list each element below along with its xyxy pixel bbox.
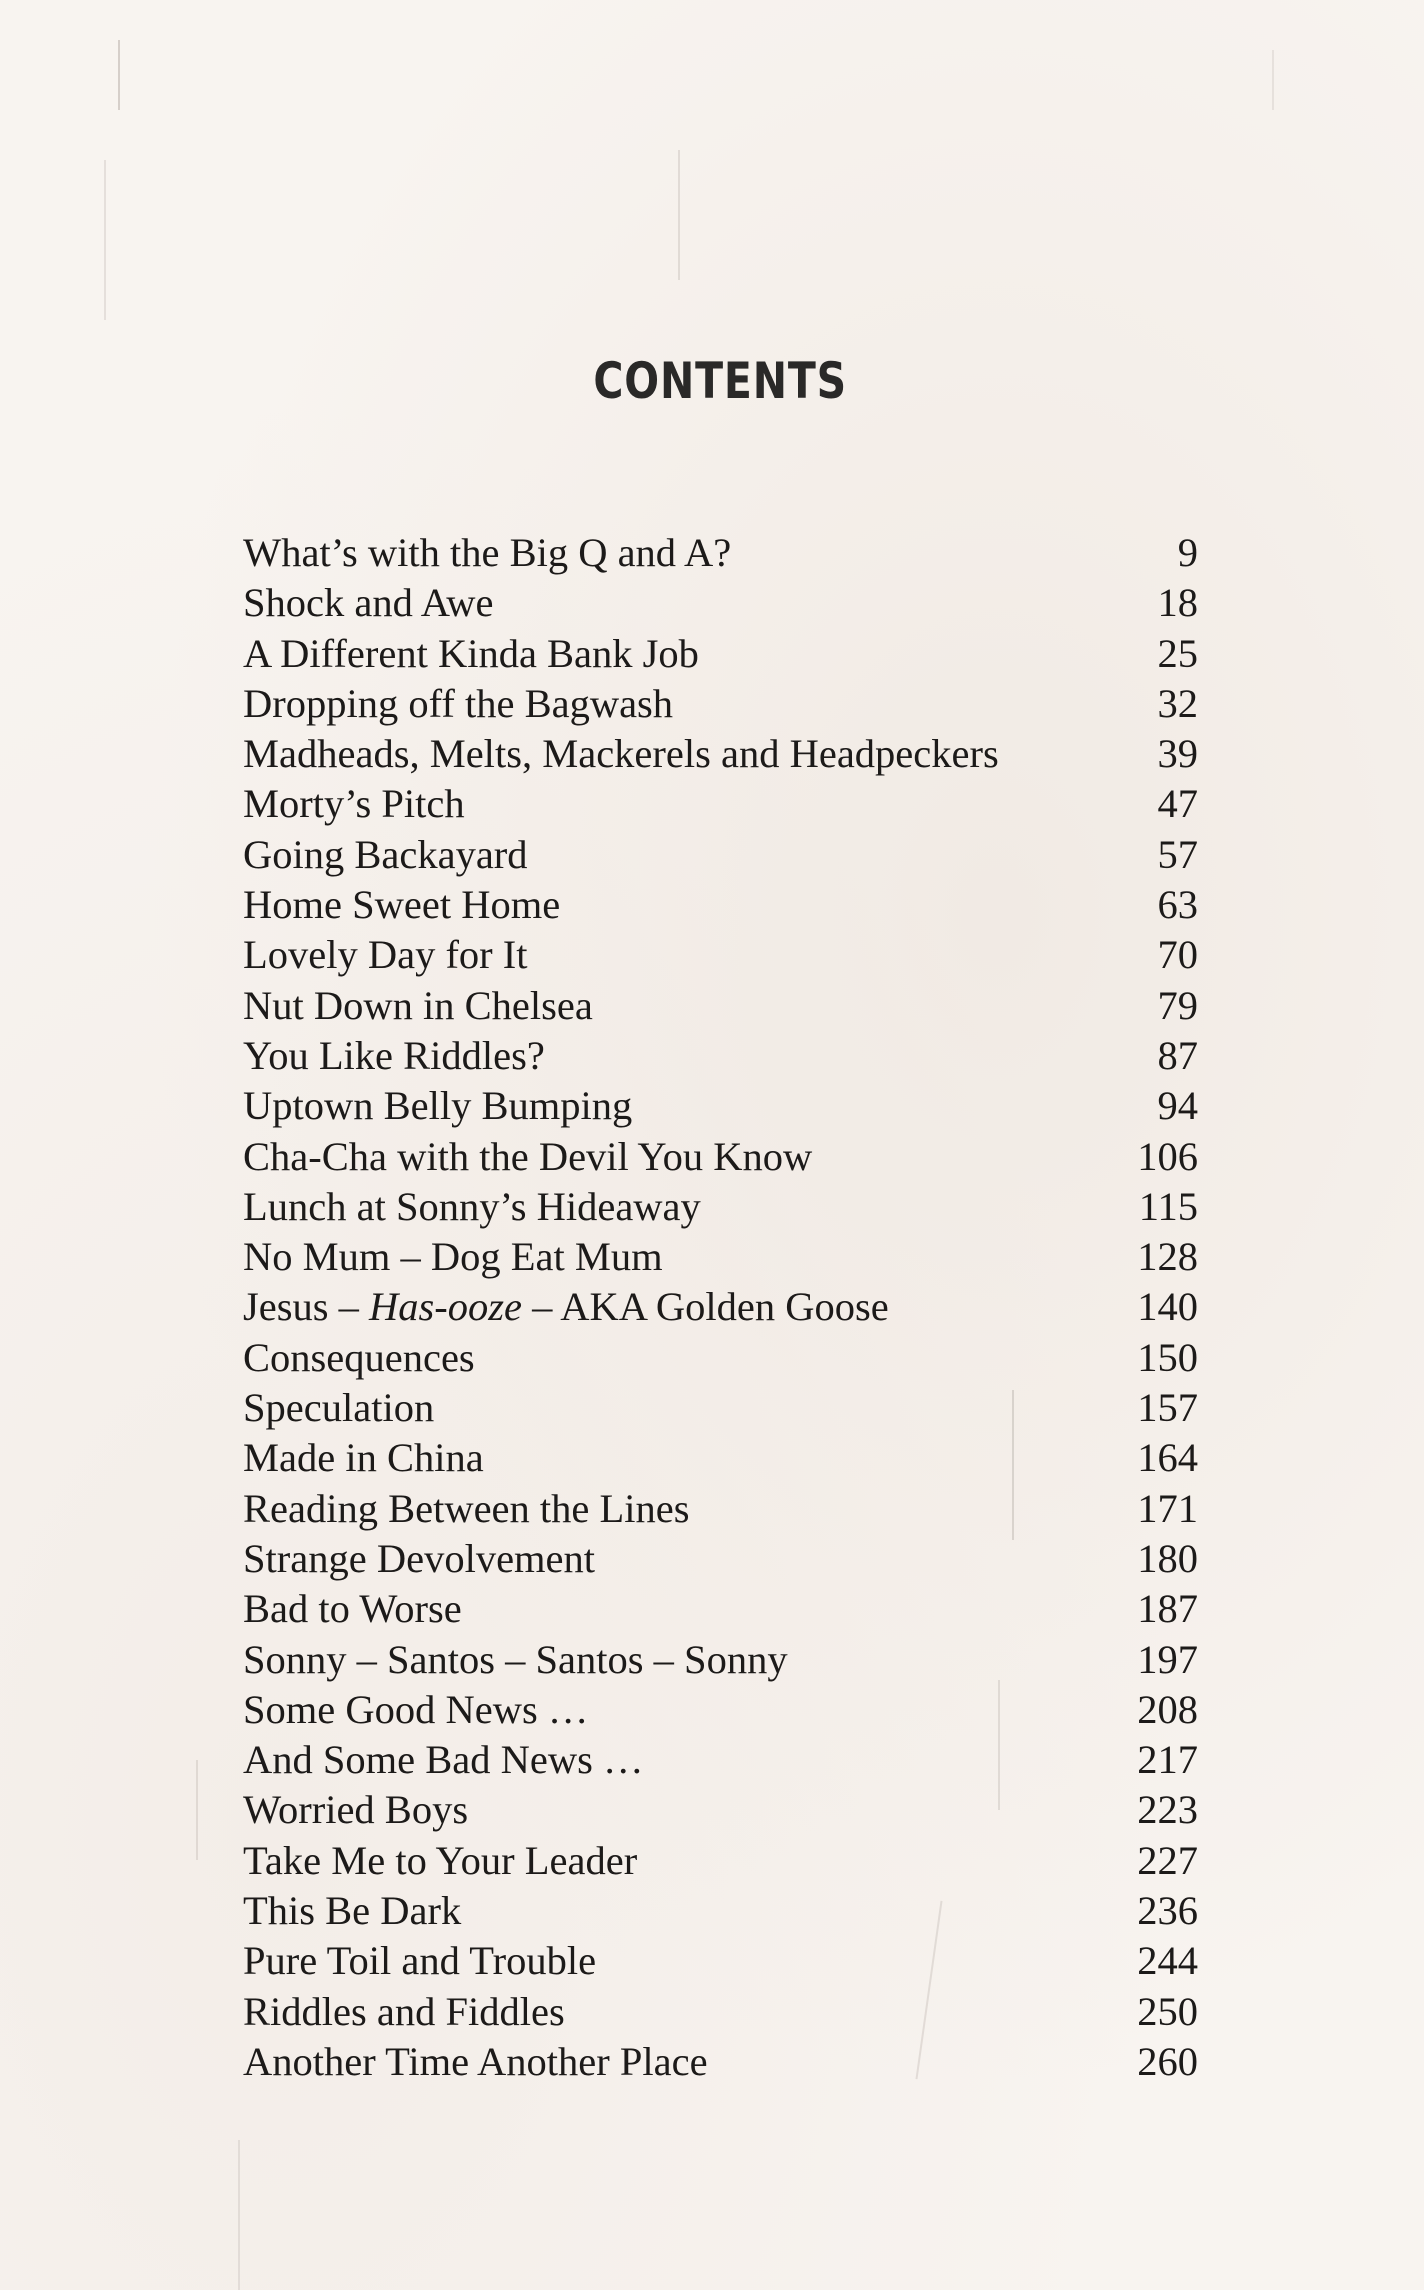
contents-heading: CONTENTS — [593, 352, 848, 410]
paper-scuff-mark — [104, 160, 106, 320]
toc-entry-page-number: 63 — [1157, 882, 1198, 928]
toc-entry-page-number: 47 — [1157, 781, 1198, 827]
toc-entry — [0, 1886, 1424, 1936]
toc-entry-page-number: 187 — [1137, 1586, 1198, 1632]
toc-entry-title: You Like Riddles? — [243, 1032, 545, 1078]
toc-entry-page-number: 150 — [1137, 1334, 1198, 1380]
toc-entry-page-number: 197 — [1137, 1636, 1198, 1682]
toc-entry-page-number: 180 — [1137, 1535, 1198, 1581]
toc-entry-title: Worried Boys — [243, 1787, 469, 1833]
toc-entry-title: Lovely Day for It — [243, 932, 528, 978]
toc-entry-title: Shock and Awe — [243, 580, 494, 626]
toc-entry-page-number: 236 — [1137, 1888, 1198, 1934]
toc-entry-page-number: 223 — [1137, 1787, 1198, 1833]
toc-entry — [0, 830, 1424, 880]
toc-entry-title: Another Time Another Place — [243, 2038, 708, 2084]
toc-entry — [0, 1785, 1424, 1835]
toc-entry-page-number: 208 — [1137, 1686, 1198, 1732]
toc-entry — [0, 1031, 1424, 1081]
toc-entry — [0, 1584, 1424, 1634]
toc-entry-title: Reading Between the Lines — [243, 1485, 690, 1531]
toc-entry-page-number: 57 — [1157, 831, 1198, 877]
paper-scuff-mark — [118, 40, 120, 110]
toc-entry — [0, 1836, 1424, 1886]
toc-entry-title: Cha-Cha with the Devil You Know — [243, 1133, 813, 1179]
toc-entry-page-number: 157 — [1137, 1385, 1198, 1431]
toc-entry-title: Strange Devolvement — [243, 1535, 596, 1581]
toc-entry — [0, 1936, 1424, 1986]
toc-entry-page-number: 227 — [1137, 1837, 1198, 1883]
toc-entry — [0, 1433, 1424, 1483]
toc-entry-title: Pure Toil and Trouble — [243, 1938, 597, 1984]
toc-entry — [0, 528, 1424, 578]
toc-entry — [0, 1182, 1424, 1232]
toc-entry-page-number: 140 — [1137, 1284, 1198, 1330]
toc-entry-title: Home Sweet Home — [243, 882, 561, 928]
toc-entry-title: A Different Kinda Bank Job — [243, 630, 699, 676]
toc-entry-title: Made in China — [243, 1435, 484, 1481]
toc-entry-page-number: 25 — [1157, 630, 1198, 676]
toc-entry-title: Madheads, Melts, Mackerels and Headpeckers — [243, 731, 999, 777]
toc-entry-title: Sonny – Santos – Santos – Sonny — [243, 1636, 788, 1682]
toc-entry-page-number: 164 — [1137, 1435, 1198, 1481]
toc-entry-title: Lunch at Sonny’s Hideaway — [243, 1183, 701, 1229]
toc-entry-page-number: 18 — [1157, 580, 1198, 626]
toc-entry — [0, 1232, 1424, 1282]
toc-entry — [0, 1484, 1424, 1534]
toc-entry-page-number: 171 — [1137, 1485, 1198, 1531]
toc-entry — [0, 1383, 1424, 1433]
toc-entry-title: No Mum – Dog Eat Mum — [243, 1234, 663, 1280]
toc-entry-page-number: 250 — [1137, 1988, 1198, 2034]
toc-entry-title: Consequences — [243, 1334, 475, 1380]
toc-entry — [0, 1685, 1424, 1735]
toc-entry-title — [243, 1282, 889, 1332]
toc-entry — [0, 729, 1424, 779]
toc-entry — [0, 930, 1424, 980]
toc-entry-title: Dropping off the Bagwash — [243, 680, 674, 726]
toc-entry-title: Some Good News … — [243, 1686, 589, 1732]
toc-entry-title: Bad to Worse — [243, 1586, 462, 1632]
toc-entry-title-part: – AKA Golden Goose — [522, 1284, 889, 1330]
toc-entry — [0, 1132, 1424, 1182]
toc-entry-page-number: 260 — [1137, 2038, 1198, 2084]
toc-entry — [0, 679, 1424, 729]
toc-entry-page-number: 115 — [1138, 1183, 1198, 1229]
toc-entry-page-number: 244 — [1137, 1938, 1198, 1984]
toc-entry-title: What’s with the Big Q and A? — [243, 530, 732, 575]
paper-scuff-mark — [238, 2140, 240, 2290]
toc-entry-page-number: 128 — [1137, 1234, 1198, 1280]
toc-entry-title-part: Jesus – — [243, 1284, 370, 1330]
toc-entry — [0, 1081, 1424, 1131]
toc-entry — [0, 578, 1424, 628]
toc-entry-page-number: 87 — [1157, 1032, 1198, 1078]
toc-entry — [0, 1635, 1424, 1685]
paper-scuff-mark — [678, 150, 680, 280]
toc-entry-page-number: 217 — [1137, 1737, 1198, 1783]
toc-entry-page-number: 79 — [1157, 982, 1198, 1028]
toc-entry-title: This Be Dark — [243, 1888, 462, 1934]
toc-entry-title: Take Me to Your Leader — [243, 1837, 638, 1883]
toc-entry-page-number: 39 — [1157, 731, 1198, 777]
toc-entry-title: Uptown Belly Bumping — [243, 1083, 633, 1129]
toc-entry-page-number: 106 — [1137, 1133, 1198, 1179]
toc-entry — [0, 1735, 1424, 1785]
toc-entry-page-number: 94 — [1157, 1083, 1198, 1129]
toc-entry-title-italic: Has-ooze — [369, 1284, 522, 1330]
toc-entry-title: Going Backayard — [243, 831, 528, 877]
toc-entry — [0, 629, 1424, 679]
toc-entry-title: And Some Bad News … — [243, 1737, 644, 1783]
toc-entry-page-number: 70 — [1157, 932, 1198, 978]
paper-scuff-mark — [1272, 50, 1274, 110]
toc-entry-title: Morty’s Pitch — [243, 781, 465, 827]
toc-entry-page-number: 9 — [1177, 530, 1198, 575]
toc-entry — [0, 2037, 1424, 2087]
toc-entry — [0, 880, 1424, 930]
toc-entry-title: Riddles and Fiddles — [243, 1988, 565, 2034]
toc-entry — [0, 1987, 1424, 2037]
toc-entry — [0, 779, 1424, 829]
toc-entry-title: Nut Down in Chelsea — [243, 982, 593, 1028]
toc-entry — [0, 1333, 1424, 1383]
toc-entry-page-number: 32 — [1157, 680, 1198, 726]
table-of-contents — [0, 528, 1424, 2087]
toc-entry-title: Speculation — [243, 1385, 435, 1431]
toc-entry — [0, 1282, 1424, 1332]
toc-entry — [0, 981, 1424, 1031]
toc-entry — [0, 1534, 1424, 1584]
